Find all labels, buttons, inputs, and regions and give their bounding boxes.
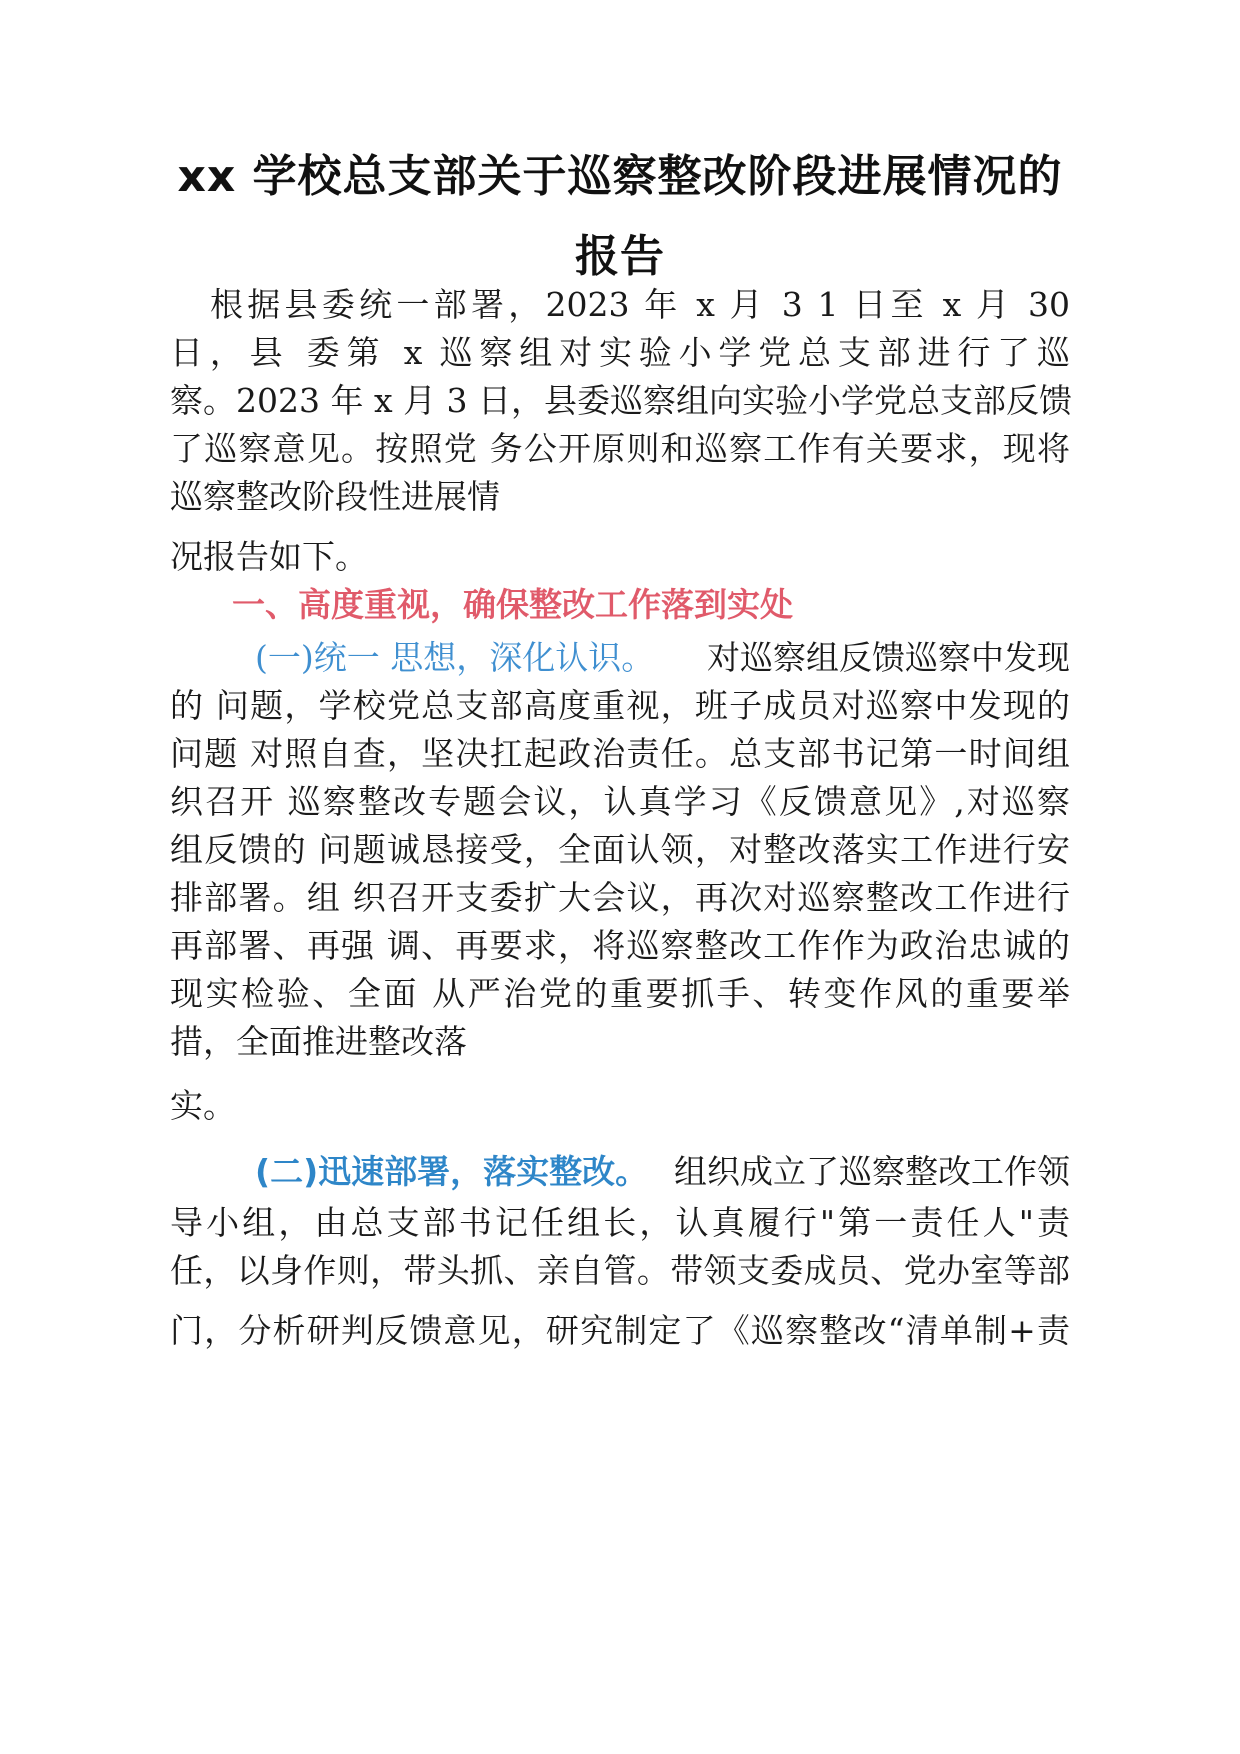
intro-line-5: 巡察整改阶段性进展情 xyxy=(170,477,500,516)
sub-1-line-10: 实。 xyxy=(170,1086,236,1125)
sub-1-line-8: 现实检验、全面 从严治党的重要抓手、转变作风的重要举 xyxy=(170,974,1070,1013)
sub-1-first-line xyxy=(255,638,1070,678)
sub-1-line-3: 问题 对照自查，坚决扛起政治责任。总支部书记第一时间组 xyxy=(170,734,1070,773)
sub-1-first-line-text: 对巡察组反馈巡察中发现 xyxy=(707,638,1070,677)
intro-line-3: 察。2023 年 x 月 3 日，县委巡察组向实验小学党总支部反馈 xyxy=(170,381,1073,420)
document-title-line-2: 报告 xyxy=(575,231,665,282)
sub-2-heading: (二)迅速部署，落实整改。 xyxy=(255,1152,649,1191)
sub-1-line-2: 的 问题，学校党总支部高度重视，班子成员对巡察中发现的 xyxy=(170,686,1070,725)
sub-1-line-4: 织召开 巡察整改专题会议，认真学习《反馈意见》,对巡察 xyxy=(170,782,1070,821)
sub-1-heading: (一)统一 思想，深化认识。 xyxy=(255,638,655,677)
sub-2-line-3: 任，以身作则，带头抓、亲自管。带领支委成员、党办室等部 xyxy=(170,1251,1070,1290)
document-title-line-1: xx 学校总支部关于巡察整改阶段进展情况的 xyxy=(177,151,1063,202)
intro-line-6: 况报告如下。 xyxy=(170,537,368,576)
sub-1-line-6: 排部署。组 织召开支委扩大会议，再次对巡察整改工作进行 xyxy=(170,878,1070,917)
sub-1-line-9: 措，全面推进整改落 xyxy=(170,1022,467,1061)
section-1-heading: 一、高度重视，确保整改工作落到实处 xyxy=(232,585,793,624)
intro-line-1: 根据县委统一部署，2023 年 x 月 3 1 日至 x 月 30 xyxy=(210,285,1070,324)
intro-line-2: 日，县 委第 x 巡察组对实验小学党总支部进行了巡 xyxy=(170,333,1070,372)
sub-1-line-7: 再部署、再强 调、再要求，将巡察整改工作作为政治忠诚的 xyxy=(170,926,1070,965)
sub-2-first-line-text: 组织成立了巡察整改工作领 xyxy=(674,1152,1070,1191)
sub-2-line-4: 门，分析研判反馈意见，研究制定了《巡察整改“清单制+责 xyxy=(170,1311,1070,1350)
intro-line-4: 了巡察意见。按照党 务公开原则和巡察工作有关要求，现将 xyxy=(170,429,1070,468)
sub-1-line-5: 组反馈的 问题诚恳接受，全面认领，对整改落实工作进行安 xyxy=(170,830,1070,869)
sub-2-first-line xyxy=(255,1152,1070,1192)
sub-2-line-2: 导小组，由总支部书记任组长，认真履行"第一责任人"责 xyxy=(170,1203,1070,1242)
